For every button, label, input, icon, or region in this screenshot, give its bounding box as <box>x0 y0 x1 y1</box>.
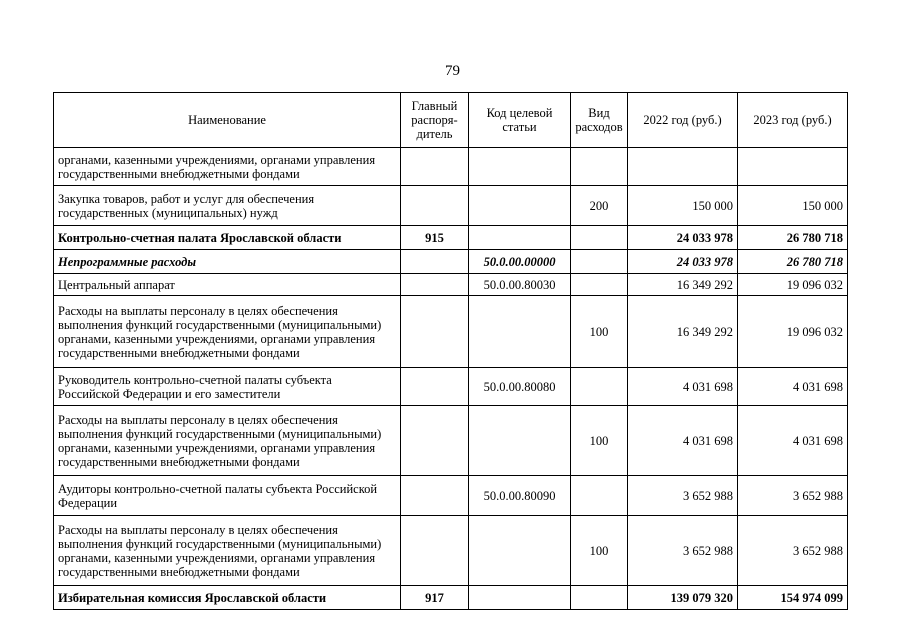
row-type: 200 <box>571 186 628 226</box>
row-type <box>571 274 628 296</box>
row-name: Аудиторы контрольно-счетной палаты субъекта Российской Федерации <box>54 476 401 516</box>
row-2022: 3 652 988 <box>628 516 738 586</box>
row-2023: 4 031 698 <box>738 368 848 406</box>
row-name: органами, казенными учреждениями, органами управления государственными внебюджетными фондами <box>54 148 401 186</box>
table-row <box>54 186 848 226</box>
header-name: Наименование <box>54 93 401 148</box>
table-row <box>54 516 848 586</box>
row-manager <box>401 148 469 186</box>
row-2023: 26 780 718 <box>738 250 848 274</box>
row-manager <box>401 476 469 516</box>
row-type: 100 <box>571 406 628 476</box>
table-row <box>54 368 848 406</box>
header-expense-type: Вид расходов <box>571 93 628 148</box>
row-code <box>469 296 571 368</box>
row-name: Расходы на выплаты персоналу в целях обеспечения выполнения функций государственными (муниципальными) органами, казенными учреждениями, органами управления государственными внебюджетными фондами <box>54 296 401 368</box>
row-name: Руководитель контрольно-счетной палаты субъекта Российской Федерации и его заместители <box>54 368 401 406</box>
row-2023: 4 031 698 <box>738 406 848 476</box>
row-type <box>571 148 628 186</box>
row-code: 50.0.00.80080 <box>469 368 571 406</box>
row-code <box>469 406 571 476</box>
row-2023: 154 974 099 <box>738 586 848 610</box>
row-code <box>469 148 571 186</box>
row-type: 100 <box>571 296 628 368</box>
row-manager <box>401 516 469 586</box>
row-2023: 26 780 718 <box>738 226 848 250</box>
row-2022: 4 031 698 <box>628 368 738 406</box>
header-year-2023: 2023 год (руб.) <box>738 93 848 148</box>
row-code: 50.0.00.80090 <box>469 476 571 516</box>
header-target-code: Код целевой статьи <box>469 93 571 148</box>
header-year-2022: 2022 год (руб.) <box>628 93 738 148</box>
table-row <box>54 476 848 516</box>
row-type <box>571 250 628 274</box>
row-code <box>469 226 571 250</box>
row-name: Избирательная комиссия Ярославской области <box>54 586 401 610</box>
table-row <box>54 274 848 296</box>
row-type <box>571 226 628 250</box>
page-number: 79 <box>445 63 460 79</box>
header-manager: Главный распоря-дитель <box>401 93 469 148</box>
row-name: Закупка товаров, работ и услуг для обеспечения государственных (муниципальных) нужд <box>54 186 401 226</box>
row-manager <box>401 250 469 274</box>
row-manager: 915 <box>401 226 469 250</box>
row-type <box>571 368 628 406</box>
row-manager <box>401 186 469 226</box>
row-2022: 3 652 988 <box>628 476 738 516</box>
row-2022: 16 349 292 <box>628 296 738 368</box>
row-2022: 139 079 320 <box>628 586 738 610</box>
table-header-row <box>54 93 848 148</box>
row-2022: 24 033 978 <box>628 226 738 250</box>
row-code <box>469 186 571 226</box>
row-name: Центральный аппарат <box>54 274 401 296</box>
row-manager <box>401 274 469 296</box>
row-name: Непрограммные расходы <box>54 250 401 274</box>
row-manager <box>401 406 469 476</box>
row-2022: 4 031 698 <box>628 406 738 476</box>
row-2023: 19 096 032 <box>738 274 848 296</box>
row-code: 50.0.00.80030 <box>469 274 571 296</box>
table-row <box>54 406 848 476</box>
row-type <box>571 586 628 610</box>
table-row <box>54 226 848 250</box>
row-name: Контрольно-счетная палата Ярославской области <box>54 226 401 250</box>
row-2023 <box>738 148 848 186</box>
row-code <box>469 586 571 610</box>
table-row <box>54 296 848 368</box>
row-name: Расходы на выплаты персоналу в целях обеспечения выполнения функций государственными (муниципальными) органами, казенными учреждениями, органами управления государственными внебюджетными фондами <box>54 516 401 586</box>
row-2022: 16 349 292 <box>628 274 738 296</box>
row-2022: 24 033 978 <box>628 250 738 274</box>
row-type: 100 <box>571 516 628 586</box>
row-2023: 19 096 032 <box>738 296 848 368</box>
row-2023: 150 000 <box>738 186 848 226</box>
row-2022: 150 000 <box>628 186 738 226</box>
row-2023: 3 652 988 <box>738 476 848 516</box>
row-manager: 917 <box>401 586 469 610</box>
table-row <box>54 250 848 274</box>
table-row <box>54 148 848 186</box>
row-manager <box>401 368 469 406</box>
row-name: Расходы на выплаты персоналу в целях обеспечения выполнения функций государственными (муниципальными) органами, казенными учреждениями, органами управления государственными внебюджетными фондами <box>54 406 401 476</box>
row-code <box>469 516 571 586</box>
budget-table <box>53 92 848 610</box>
row-2023: 3 652 988 <box>738 516 848 586</box>
row-code: 50.0.00.00000 <box>469 250 571 274</box>
table-row <box>54 586 848 610</box>
row-manager <box>401 296 469 368</box>
row-2022 <box>628 148 738 186</box>
row-type <box>571 476 628 516</box>
